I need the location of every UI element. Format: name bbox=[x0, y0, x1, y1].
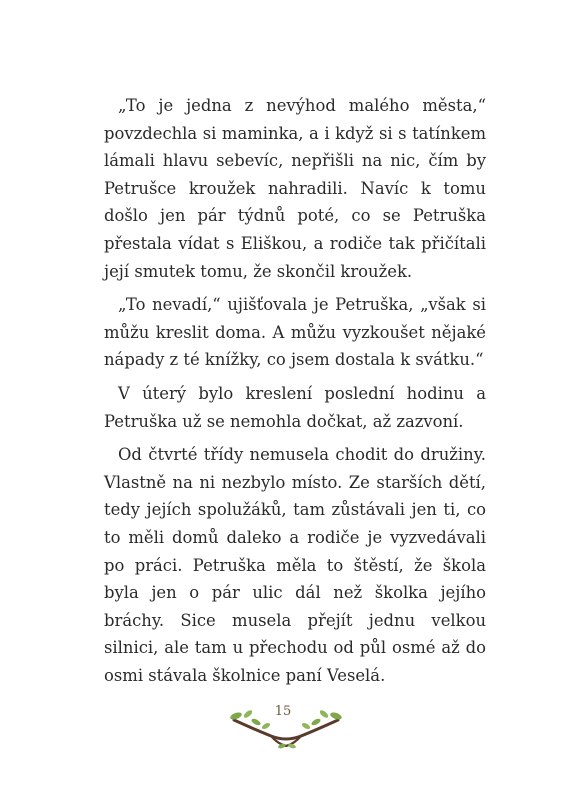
paragraph-1: „To je jedna z nevýhod malého města,“ povzdechla si maminka, a i když si s tatínkem lámali hlavu sebevíc, nepřišli na nic, čím by Petrušce kroužek nahradili. Navíc k tomu došlo jen pár týdnů poté, co se Petruška přestala vídat s Eliškou, a rodiče tak přičítali její smutek tomu, že skončil kroužek. bbox=[104, 96, 486, 281]
body-text bbox=[104, 92, 486, 695]
paragraph-2: „To nevadí,“ ujišťovala je Petruška, „však si můžu kreslit doma. A můžu vyzkoušet nějaké nápady z té knížky, co jsem dostala k svátku.“ bbox=[104, 295, 486, 370]
page-number: 15 bbox=[274, 704, 292, 719]
paragraph-4: Od čtvrté třídy nemusela chodit do družiny. Vlastně na ni nezbylo místo. Ze starších dětí, tedy jejích spolužáků, tam zůstávali jen ti, co to měli domů daleko a rodiče je vyzvedávali po práci. Petruška měla to štěstí, že škola byla jen o pár ulic dál než školka jejího bráchy. Sice musela přejít jednu velkou silnici, ale tam u přechodu od půl osmé až do osmi stávala školnice paní Veselá. bbox=[104, 445, 486, 685]
paragraph-3: V úterý bylo kreslení poslední hodinu a Petruška už se nemohla dočkat, až zazvoní. bbox=[104, 383, 486, 431]
